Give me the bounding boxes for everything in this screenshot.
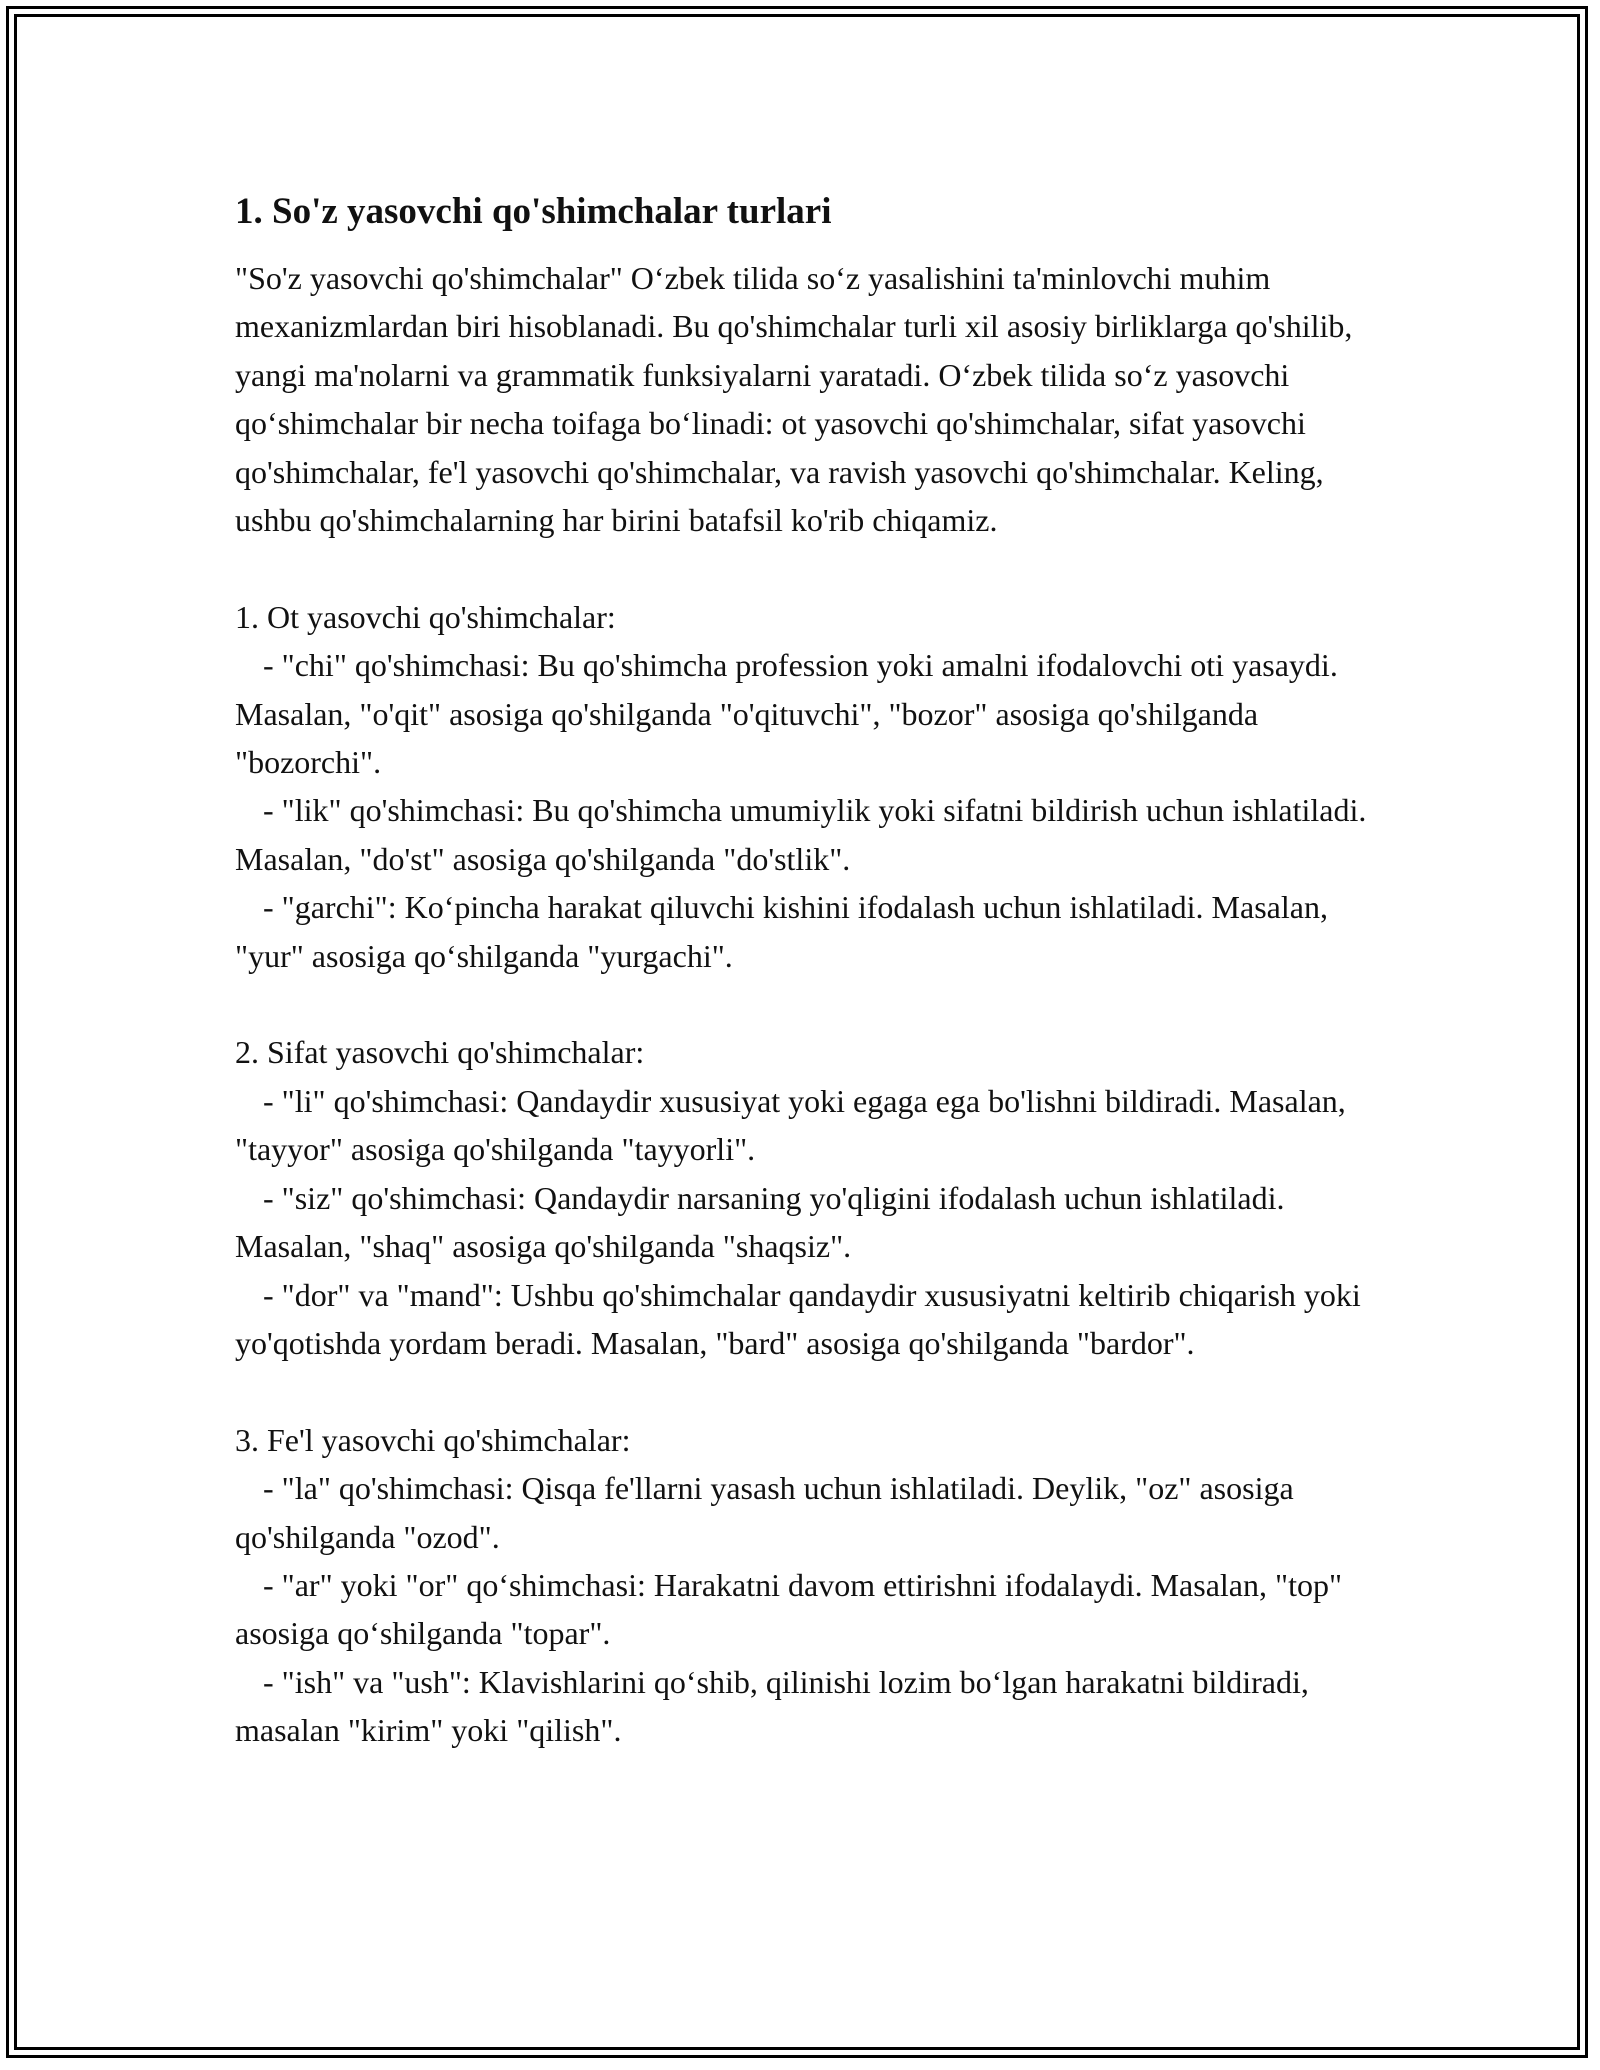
list-item (235, 883, 1385, 980)
list-item (235, 1174, 1385, 1271)
spacer (235, 980, 1385, 1028)
list-item (235, 786, 1385, 883)
list-item-text: - "li" qo'shimchasi: Qandaydir xususiyat yoki egaga ega bo'lishni bildiradi. Masalan, "tayyor" asosiga qo'shilganda "tayyorli". (235, 1082, 1354, 1168)
list-item-text: - "la" qo'shimchasi: Qisqa fe'llarni yasash uchun ishlatiladi. Deylik, "oz" asosiga qo'shilganda "ozod". (235, 1470, 1302, 1555)
list-item-text: - "ar" yoki "or" qo‘shimchasi: Harakatni davom ettirishni ifodalaydi. Masalan, "top" asosiga qo‘shilganda "topar". (235, 1566, 1351, 1652)
section-heading: 1. Ot yasovchi qo'shimchalar: (235, 598, 616, 635)
intro-paragraph: "So'z yasovchi qo'shimchalar" O‘zbek tilida so‘z yasalishini ta'minlovchi muhim mexanizmlardan biri hisoblanadi. Bu qo'shimchalar turli xil asosiy birliklarga qo'shilib, yangi ma'nolarni va grammatik funksiyalarni yaratadi. O‘zbek tilida so‘z yasovchi qo‘shimchalar bir necha toifaga bo‘linadi: ot yasovchi qo'shimchalar, sifat yasovchi qo'shimchalar, fe'l yasovchi qo'shimchalar, va ravish yasovchi qo'shimchalar. Keling, ushbu qo'shimchalarning har birini batafsil ko'rib chiqamiz. (235, 260, 1361, 539)
list-item (235, 1077, 1385, 1174)
list-item-text: - "siz" qo'shimchasi: Qandaydir narsaning yo'qligini ifodalash uchun ishlatiladi. Masalan, "shaq" asosiga qo'shilganda "shaqsiz". (235, 1179, 1293, 1265)
section-sifat (235, 1028, 1385, 1367)
list-item-text: - "lik" qo'shimchasi: Bu qo'shimcha umumiylik yoki sifatni bildirish uchun ishlatiladi. Masalan, "do'st" asosiga qo'shilganda "do'stlik". (235, 792, 1375, 877)
list-item (235, 1561, 1385, 1658)
document-title: 1. So'z yasovchi qo'shimchalar turlari (235, 191, 832, 232)
section-fel (235, 1416, 1385, 1755)
list-item-text: - "chi" qo'shimchasi: Bu qo'shimcha profession yoki amalni ifodalovchi oti yasaydi. Masalan, "o'qit" asosiga qo'shilganda "o'qituvchi", "bozor" asosiga qo'shilganda "bozorchi". (235, 647, 1346, 781)
section-heading: 2. Sifat yasovchi qo'shimchalar: (235, 1034, 645, 1071)
list-item (235, 1464, 1385, 1561)
spacer (235, 544, 1385, 592)
document-page (235, 188, 1385, 1755)
section-ot (235, 593, 1385, 980)
list-item (235, 1271, 1385, 1368)
list-item-text: - "garchi": Ko‘pincha harakat qiluvchi kishini ifodalash uchun ishlatiladi. Masalan, "yur" asosiga qo‘shilganda "yurgachi". (235, 889, 1336, 974)
section-heading: 3. Fe'l yasovchi qo'shimchalar: (235, 1421, 631, 1458)
list-item (235, 641, 1385, 786)
spacer (235, 1367, 1385, 1415)
list-item-text: - "dor" va "mand": Ushbu qo'shimchalar qandaydir xususiyatni keltirib chiqarish yoki yo'qotishda yordam beradi. Masalan, "bard" asosiga qo'shilganda "bardor". (235, 1276, 1369, 1361)
list-item-text: - "ish" va "ush": Klavishlarini qo‘shib, qilinishi lozim bo‘lgan harakatni bildiradi, masalan "kirim" yoki "qilish". (235, 1663, 1317, 1749)
list-item (235, 1658, 1385, 1755)
